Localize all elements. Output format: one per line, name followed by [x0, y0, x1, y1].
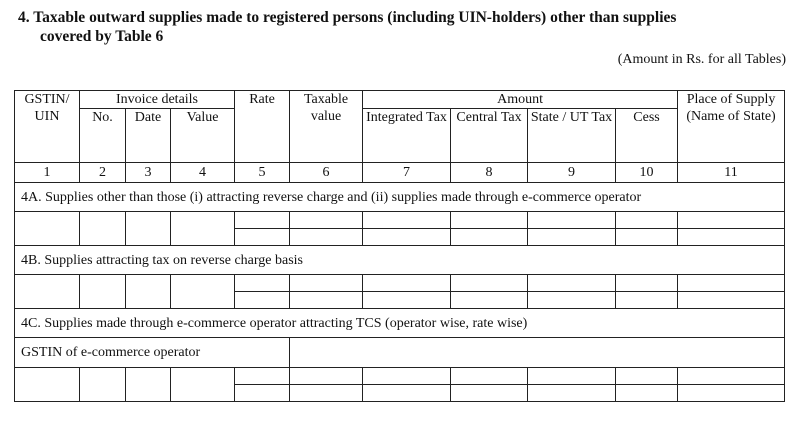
- input-cell[interactable]: [616, 368, 678, 385]
- header-taxable-value: Taxable value: [290, 91, 363, 163]
- header-invoice-value: Value: [171, 109, 235, 163]
- header-cess: Cess: [616, 109, 678, 163]
- input-cell[interactable]: [126, 275, 171, 309]
- input-cell[interactable]: [235, 368, 290, 385]
- section-4c-label: 4C. Supplies made through e-commerce operator attracting TCS (operator wise, rate wise): [15, 309, 785, 338]
- input-cell[interactable]: [290, 292, 363, 309]
- input-cell[interactable]: [678, 275, 785, 292]
- header-integrated-tax: Integrated Tax: [363, 109, 451, 163]
- input-cell[interactable]: [616, 292, 678, 309]
- section-4a-label: 4A. Supplies other than those (i) attracting reverse charge and (ii) supplies made through e-commerce operator: [15, 183, 785, 212]
- input-cell[interactable]: [678, 368, 785, 385]
- header-place-of-supply: Place of Supply (Name of State): [678, 91, 785, 163]
- section-title-line2: covered by Table 6: [40, 28, 164, 45]
- column-number: 5: [235, 163, 290, 183]
- input-cell[interactable]: [678, 292, 785, 309]
- column-number: 9: [528, 163, 616, 183]
- header-amount: Amount: [363, 91, 678, 109]
- header-gstin: GSTIN/ UIN: [15, 91, 80, 163]
- section-4b-label: 4B. Supplies attracting tax on reverse charge basis: [15, 246, 785, 275]
- input-cell[interactable]: [363, 229, 451, 246]
- header-state-ut-tax: State / UT Tax: [528, 109, 616, 163]
- input-cell[interactable]: [451, 212, 528, 229]
- input-cell[interactable]: [678, 229, 785, 246]
- input-cell[interactable]: [290, 212, 363, 229]
- column-number: 8: [451, 163, 528, 183]
- input-cell[interactable]: [528, 212, 616, 229]
- input-cell[interactable]: [235, 385, 290, 402]
- input-cell[interactable]: [235, 212, 290, 229]
- input-cell[interactable]: [126, 368, 171, 402]
- input-cell[interactable]: [678, 385, 785, 402]
- header-invoice-date: Date: [126, 109, 171, 163]
- input-cell[interactable]: [290, 385, 363, 402]
- input-cell[interactable]: [80, 368, 126, 402]
- column-number: 6: [290, 163, 363, 183]
- input-cell[interactable]: [616, 385, 678, 402]
- column-number: 2: [80, 163, 126, 183]
- amount-note: (Amount in Rs. for all Tables): [617, 52, 786, 67]
- supplies-table: [14, 90, 785, 402]
- input-cell[interactable]: [80, 212, 126, 246]
- input-cell[interactable]: [290, 368, 363, 385]
- input-cell[interactable]: [235, 275, 290, 292]
- input-cell[interactable]: [528, 292, 616, 309]
- column-number: 7: [363, 163, 451, 183]
- input-cell[interactable]: [616, 275, 678, 292]
- header-central-tax: Central Tax: [451, 109, 528, 163]
- header-invoice-details: Invoice details: [80, 91, 235, 109]
- input-cell[interactable]: [363, 385, 451, 402]
- section-title-line1: 4. Taxable outward supplies made to registered persons (including UIN-holders) other than supplies: [18, 9, 677, 26]
- column-number: 3: [126, 163, 171, 183]
- input-cell[interactable]: [15, 368, 80, 402]
- input-cell[interactable]: [171, 368, 235, 402]
- column-number: 11: [678, 163, 785, 183]
- input-cell[interactable]: [290, 275, 363, 292]
- input-cell[interactable]: [451, 292, 528, 309]
- input-cell[interactable]: [451, 368, 528, 385]
- section-heading: [18, 8, 788, 46]
- column-number: 1: [15, 163, 80, 183]
- input-cell[interactable]: [363, 292, 451, 309]
- input-cell[interactable]: [451, 275, 528, 292]
- header-invoice-no: No.: [80, 109, 126, 163]
- input-cell[interactable]: [15, 212, 80, 246]
- input-cell[interactable]: [15, 275, 80, 309]
- column-number: 4: [171, 163, 235, 183]
- input-cell[interactable]: [451, 385, 528, 402]
- input-cell[interactable]: [528, 385, 616, 402]
- input-cell[interactable]: [616, 229, 678, 246]
- input-cell[interactable]: [126, 212, 171, 246]
- input-cell[interactable]: [235, 229, 290, 246]
- input-cell[interactable]: [678, 212, 785, 229]
- input-cell[interactable]: [171, 275, 235, 309]
- input-cell[interactable]: [80, 275, 126, 309]
- input-cell[interactable]: [363, 275, 451, 292]
- input-cell[interactable]: [235, 292, 290, 309]
- input-cell[interactable]: [290, 229, 363, 246]
- input-cell[interactable]: [171, 212, 235, 246]
- column-number: 10: [616, 163, 678, 183]
- input-cell[interactable]: [528, 229, 616, 246]
- header-rate: Rate: [235, 91, 290, 163]
- input-cell[interactable]: [616, 212, 678, 229]
- gstin-ecommerce-label: GSTIN of e-commerce operator: [15, 338, 290, 368]
- input-cell[interactable]: [528, 368, 616, 385]
- gstin-ecommerce-input[interactable]: [290, 338, 785, 368]
- input-cell[interactable]: [451, 229, 528, 246]
- input-cell[interactable]: [363, 368, 451, 385]
- input-cell[interactable]: [528, 275, 616, 292]
- input-cell[interactable]: [363, 212, 451, 229]
